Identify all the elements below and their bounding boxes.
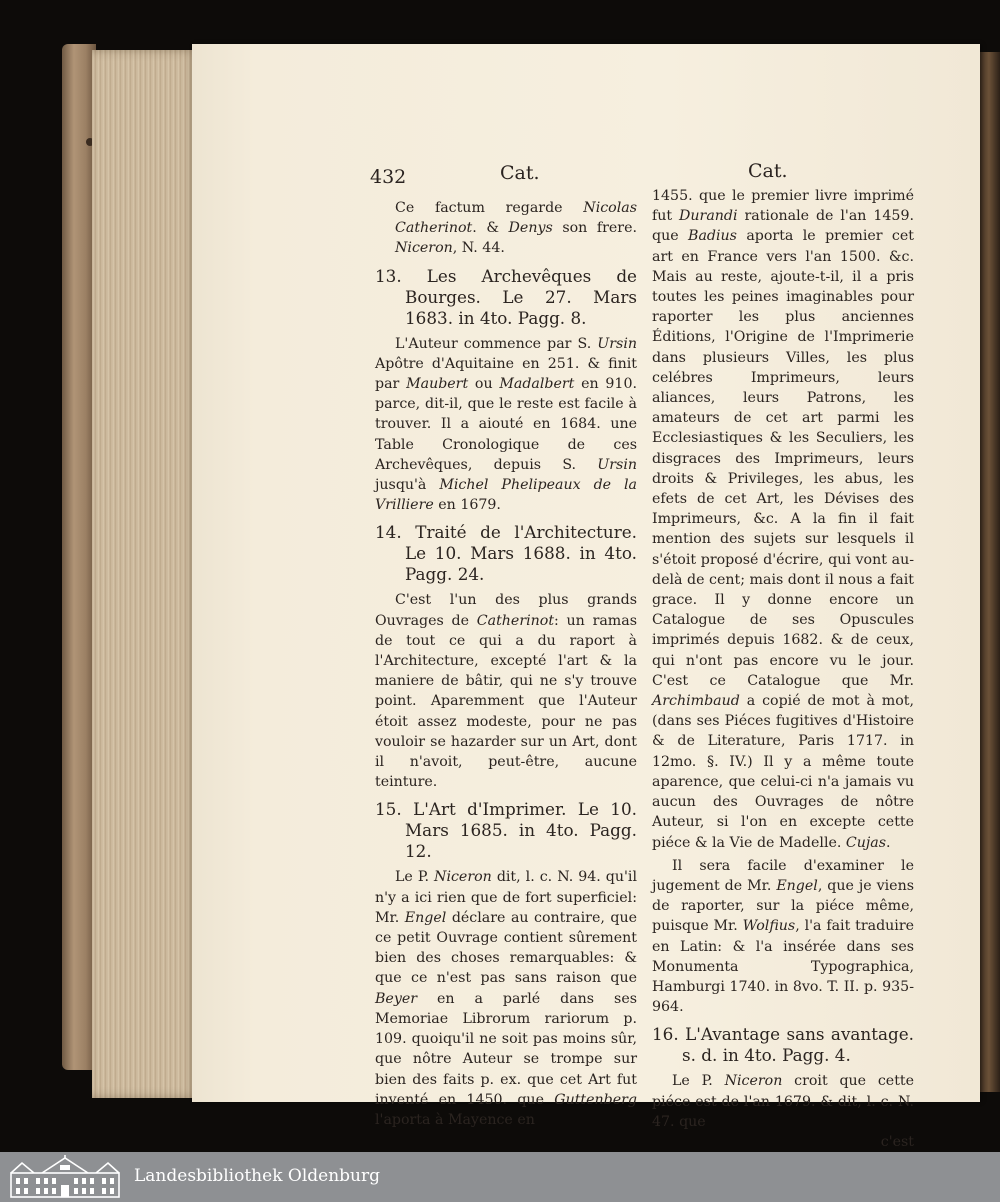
entry-heading-13: 13. Les Archevêques de Bourges. Le 27. Mars 1683. in 4to. Pagg. 8. xyxy=(375,265,637,328)
italic-run: Madalbert xyxy=(499,376,575,393)
continued-paragraph xyxy=(652,186,914,853)
text-run: déclare au contraire, que ce petit Ouvrage contient sûrement bien des choses remarquables: & que ce n'est pas sans raison que xyxy=(375,909,637,987)
italic-run: Niceron xyxy=(724,1073,783,1090)
italic-run: Durandi xyxy=(679,208,738,225)
running-head-left: Cat. xyxy=(500,162,540,184)
footer-bar xyxy=(0,1152,1000,1202)
entry-heading-15: 15. L'Art d'Imprimer. Le 10. Mars 1685. in 4to. Pagg. 12. xyxy=(375,799,637,862)
text-run: rationale de l'an 1459. que xyxy=(652,208,914,245)
text-run: ou xyxy=(468,376,500,393)
left-text-column xyxy=(375,198,637,1130)
catchword: c'est xyxy=(880,1133,914,1150)
italic-run: Guttenberg xyxy=(554,1091,637,1108)
text-run: Apôtre d'Aquitaine en 251. & finit par xyxy=(375,355,637,393)
text-run: jusqu'à xyxy=(375,477,440,494)
right-text-column xyxy=(652,186,914,1152)
italic-run: Denys xyxy=(508,220,553,237)
text-run: Il sera facile d'examiner le jugement de Mr. xyxy=(652,857,914,894)
text-run: son frere. xyxy=(552,220,637,237)
text-run: L'Auteur commence par S. xyxy=(395,335,598,352)
text-run: en 910. parce, dit-il, que le reste est facile à trouver. Il a aiouté en 1684. une Table Cronologique de ces Archevêques, depuis S. xyxy=(375,376,637,473)
entry-heading-16: 16. L'Avantage sans avantage. s. d. in 4to. Pagg. 4. xyxy=(652,1024,914,1066)
italic-run: Maubert xyxy=(406,376,469,393)
italic-run: Badius xyxy=(688,228,737,245)
running-head-right: Cat. xyxy=(748,160,788,182)
book-cover-edge xyxy=(978,52,1000,1092)
text-run: croit que cette piéce est de l'an 1679. & dit, l. c. N. 47. que xyxy=(652,1073,915,1130)
book-spine-edge xyxy=(62,44,96,1070)
text-run: Le P. xyxy=(395,869,435,886)
paragraph-engel-judgement xyxy=(652,856,914,1018)
text-run: Ce factum regarde xyxy=(395,200,584,216)
italic-run: Niceron xyxy=(395,240,453,257)
text-run: & xyxy=(486,220,509,237)
italic-run: Engel xyxy=(404,909,447,926)
text-run: Le P. xyxy=(672,1073,725,1090)
text-run: aporta le premier cet art en France vers l'an 1500. &c. Mais au reste, ajoute-t-il, il a pris toutes les peines imaginables pour raporter les plus anciennes Éditions, l'Origine de l'Imprimerie dans plusieurs Villes, les plus celébres Imprimeurs, leurs aliances, leurs Patrons, les amateurs de cet art parmi les Ecclesiastiques & les Seculiers, les disgraces des Imprimeurs, leurs droits & Privileges, les abus, les efets de cet Art, les Dévises des Imprimeurs, &c. A la fin il fait mention des sujets sur lesquels il s'étoit proposé d'écrire, qui vont au-delà de cent; mais dont il nous a fait grace. Il y donne encore un Catalogue de ses Opuscules imprimés depuis 1682. & de ceux, qui n'ont pas encore vu le jour. C'est ce Catalogue que Mr. xyxy=(652,228,914,689)
italic-run: Wolfius xyxy=(742,918,796,935)
italic-run: Ursin xyxy=(597,335,637,352)
text-run: C'est l'un des plus grands Ouvrages de xyxy=(375,592,637,629)
page-stack-edges xyxy=(92,50,198,1098)
entry-paragraph-15 xyxy=(375,867,637,1130)
text-run: , N. 44. xyxy=(452,240,505,257)
italic-run: Catherinot xyxy=(476,612,555,629)
italic-run: Niceron xyxy=(434,869,492,886)
entry-heading-14: 14. Traité de l'Architecture. Le 10. Mars 1688. in 4to. Pagg. 24. xyxy=(375,522,637,585)
text-run: . xyxy=(472,220,477,237)
text-run: en a parlé dans ses Memoriae Librorum rariorum p. 109. quoiqu'il ne soit pas moins sûr, que nôtre Auteur se trompe sur bien des faits p. ex. que cet Art fut inventé en 1450. que xyxy=(375,990,637,1108)
italic-run: Ursin xyxy=(597,456,637,473)
text-run: dit, l. c. N. 94. qu'il n'y a ici rien que de fort superficiel: Mr. xyxy=(375,869,637,926)
italic-run: Engel xyxy=(776,877,818,894)
page-number: 432 xyxy=(370,166,407,188)
entry-paragraph-13 xyxy=(375,334,637,516)
library-building-logo xyxy=(8,1155,122,1199)
text-run: , l'a fait traduire en Latin: & l'a insérée dans ses Monumenta Typographica, Hamburgi 1740. in 8vo. T. II. p. 935-964. xyxy=(652,918,915,1016)
italic-run: Beyer xyxy=(375,990,418,1007)
text-run: l'aporta à Mayence en xyxy=(375,1111,535,1128)
italic-run: Nicolas Catherinot xyxy=(395,200,637,237)
text-run: , que je viens de raporter, sur la piéce même, puisque Mr. xyxy=(652,877,914,935)
entry-paragraph-14 xyxy=(375,590,637,792)
text-run: en 1679. xyxy=(433,497,501,514)
library-name: Landesbibliothek Oldenburg xyxy=(134,1166,381,1186)
text-run: 1455. que le premier livre imprimé fut xyxy=(652,188,914,225)
continued-paragraph xyxy=(375,198,637,259)
italic-run: Michel Phelipeaux de la Vrilliere xyxy=(375,477,637,514)
text-run: : un ramas de tout ce qui a du raport à l'Architecture, excepté l'art & la maniere de bâtir, qui ne s'y trouve point. Aparemment que l'Auteur étoit assez modeste, pour ne pas vouloir se hazarder sur un Art, dont il n'avoit, peut-être, aucune teinture. xyxy=(375,612,637,791)
italic-run: Cujas xyxy=(845,834,887,851)
italic-run: Archimbaud xyxy=(652,693,740,710)
entry-paragraph-16 xyxy=(652,1071,914,1132)
text-run: . xyxy=(886,834,891,851)
text-run: a copié de mot à mot, (dans ses Piéces fugitives d'Histoire & de Literature, Paris 1717. in 12mo. §. IV.) Il y a même toute aparence, que celui-ci n'a jamais vu aucun des Ouvrages de nôtre Auteur, si l'on en excepte cette piéce & la Vie de Madelle. xyxy=(652,693,914,851)
